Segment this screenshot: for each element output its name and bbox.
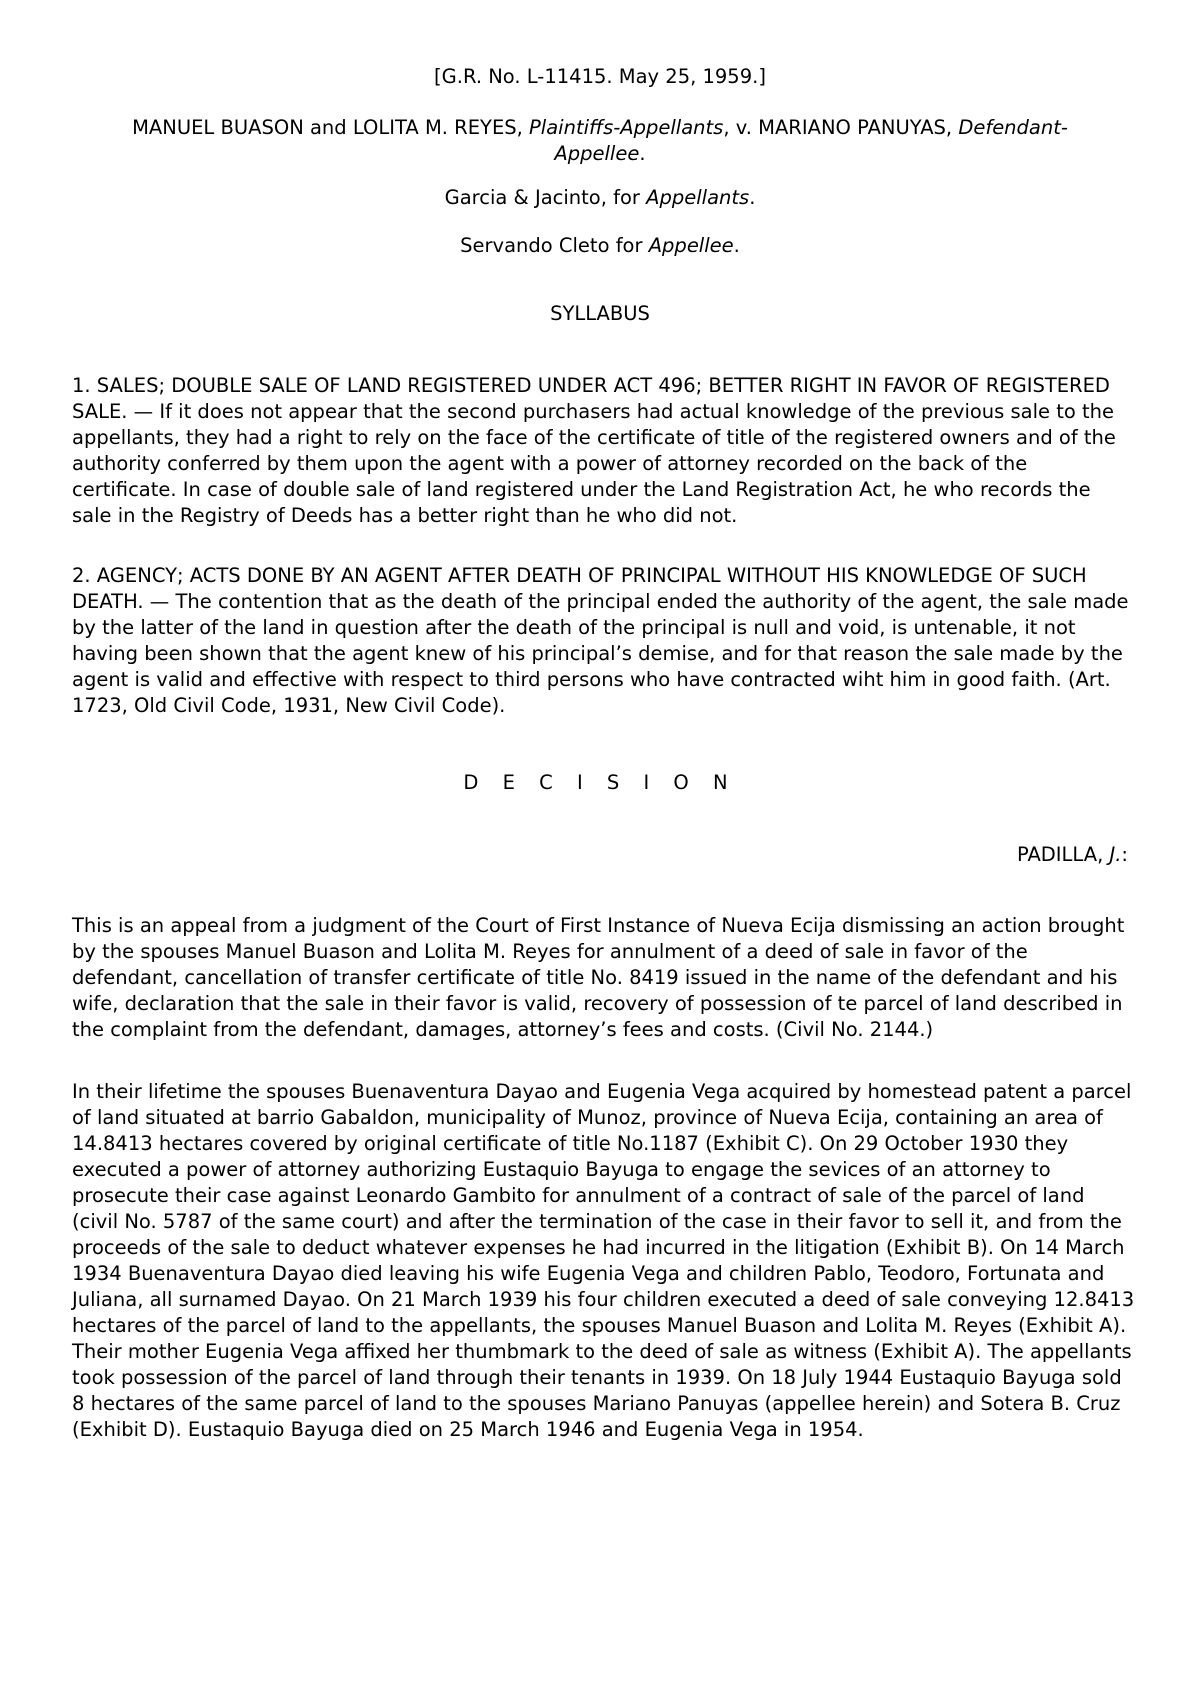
case-parties: MANUEL BUASON and LOLITA M. REYES, Plaintiffs-Appellants, v. MARIANO PANUYAS, Defendant-Appellee. — [132, 116, 1068, 165]
decision-paragraph-1: This is an appeal from a judgment of the Court of First Instance of Nueva Ecija dismissing an action brought by the spouses Manuel Buason and Lolita M. Reyes for annulment of a deed of sale in favor of the defendant, cancellation of transfer certificate of title No. 8419 issued in the name of the defendant and his wife, declaration that the sale in their favor is valid, recovery of possession of te parcel of land described in the complaint from the defendant, damages, attorney’s fees and costs. (Civil No. 2144.) — [72, 914, 1125, 1041]
decision-paragraph-2: In their lifetime the spouses Buenaventura Dayao and Eugenia Vega acquired by homestead patent a parcel of land situated at barrio Gabaldon, municipality of Munoz, province of Nueva Ecija, containing an area of 14.8413 hectares covered by original certificate of title No.1187 (Exhibit C). On 29 October 1930 they executed a power of attorney authorizing Eustaquio Bayuga to engage the sevices of an attorney to prosecute their case against Leonardo Gambito for annulment of a contract of sale of the parcel of land (civil No. 5787 of the same court) and after the termination of the case in their favor to sell it, and from the proceeds of the sale to deduct whatever expenses he had incurred in the litigation (Exhibit B). On 14 March 1934 Buenaventura Dayao died leaving his wife Eugenia Vega and children Pablo, Teodoro, Fortunata and Juliana, all surnamed Dayao. On 21 March 1939 his four children executed a deed of sale conveying 12.8413 hectares of the parcel of land to the appellants, the spouses Manuel Buason and Lolita M. Reyes (Exhibit A). Their mother Eugenia Vega affixed her thumbmark to the deed of sale as witness (Exhibit A). The appellants took possession of the parcel of land through their tenants in 1939. On 18 July 1944 Eustaquio Bayuga sold 8 hectares of the same parcel of land to the spouses Mariano Panuyas (appellee herein) and Sotera B. Cruz (Exhibit D). Eustaquio Bayuga died on 25 March 1946 and Eugenia Vega in 1954. — [72, 1080, 1135, 1441]
syllabus-item-2: 2. AGENCY; ACTS DONE BY AN AGENT AFTER DEATH OF PRINCIPAL WITHOUT HIS KNOWLEDGE OF SUCH DEATH. — The contention that as the death of the principal ended the authority of the agent, the sale made by the latter of the land in question after the death of the principal is null and void, is untenable, it not having been shown that the agent knew of his principal’s demise, and for that reason the sale made by the agent is valid and effective with respect to third persons who have contracted wiht him in good faith. (Art. 1723, Old Civil Code, 1931, New Civil Code). — [72, 564, 1129, 717]
counsel-appellee: Servando Cleto for Appellee. — [460, 234, 740, 257]
syllabus-title: SYLLABUS — [550, 302, 650, 325]
judge-name: PADILLA, J.: — [1016, 843, 1128, 866]
case-number: [G.R. No. L-11415. May 25, 1959.] — [434, 65, 766, 88]
decision-title: D E C I S I O N — [463, 771, 737, 794]
counsel-appellants: Garcia & Jacinto, for Appellants. — [444, 186, 756, 209]
syllabus-item-1: 1. SALES; DOUBLE SALE OF LAND REGISTERED UNDER ACT 496; BETTER RIGHT IN FAVOR OF REGISTERED SALE. — If it does not appear that the second purchasers had actual knowledge of the previous sale to the appellants, they had a right to rely on the face of the certificate of title of the registered owners and of the authority conferred by them upon the agent with a power of attorney recorded on the back of the certificate. In case of double sale of land registered under the Land Registration Act, he who records the sale in the Registry of Deeds has a better right than he who did not. — [72, 374, 1116, 527]
